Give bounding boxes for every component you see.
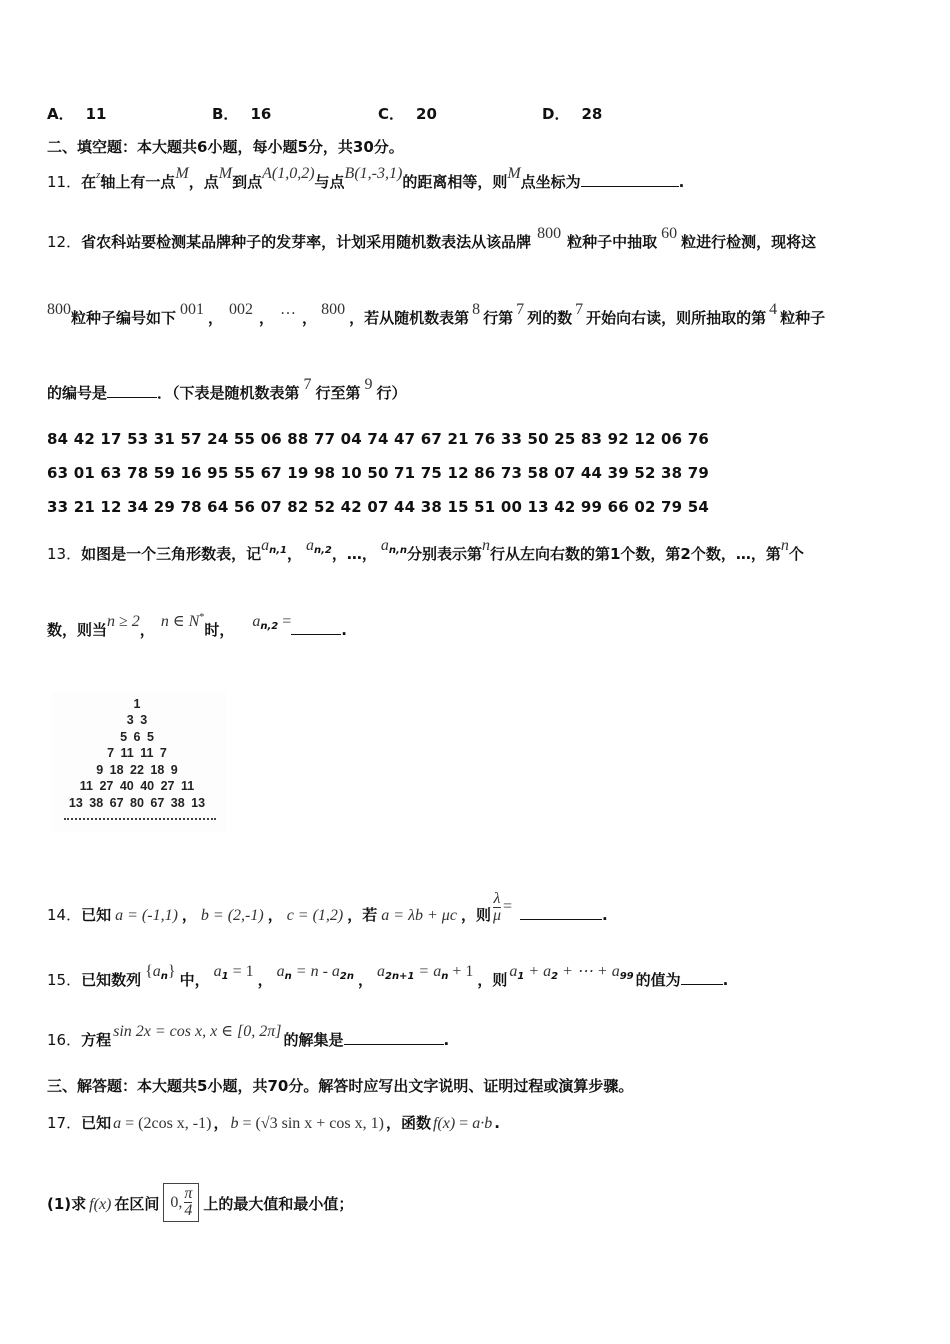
q12-text: 粒进行检测，现将这 [681, 233, 817, 251]
q17-text: ，函数 [385, 1114, 431, 1132]
q13-math-a-n1: $a_{n,1}$ [261, 537, 287, 556]
q11-text: ，点 [188, 173, 219, 191]
q13-text: 个 [788, 545, 804, 563]
q14-math-equals: = [502, 898, 513, 915]
q12-text: 行至第 [315, 384, 361, 402]
question-17 [47, 1113, 910, 1134]
q14-math-a: a = (-1,1) [115, 907, 178, 924]
q13-text: 行从左向右数的第1个数，第2个数，…，第 [489, 545, 781, 563]
q11-number: 11． [47, 173, 82, 191]
q13-math-naturals: n ∈ N* [160, 612, 205, 630]
q11-text: 与点 [314, 173, 345, 191]
q16-text: 的解集是 [283, 1031, 344, 1049]
q15-text: 中， [179, 971, 210, 989]
choice-b[interactable]: B． 16 [212, 105, 272, 123]
q11-text: . [678, 173, 685, 191]
q13-math-condition: n ≥ 2 [107, 613, 140, 630]
q15-math-a1: $a_1 = 1$ [213, 963, 254, 982]
q12-text: ，若从随机数表第 [349, 309, 470, 327]
q14-math-c: c = (1,2) [286, 907, 344, 924]
q12-text: 的编号是 [47, 384, 108, 402]
q15-text: ， [257, 971, 273, 989]
q13-text: ， [287, 545, 303, 563]
q12-answer-blank[interactable] [107, 383, 157, 398]
question-12-line2 [47, 301, 910, 329]
question-11 [47, 165, 910, 194]
triangle-row: 13 38 67 80 67 38 13 [68, 796, 206, 810]
q11-math-m: M [218, 165, 233, 182]
q13-text: ，…， [331, 545, 377, 563]
q14-text: ，则 [460, 906, 491, 924]
q15-text: . [722, 971, 729, 989]
q15-math-sum: $a_1 + a_2$ + ⋯ + $a_{99}$ [509, 963, 634, 982]
q16-text: 方程 [81, 1031, 112, 1049]
q12-math: 9 [364, 376, 373, 393]
q11-math-point-b: B(1,-3,1) [344, 165, 403, 182]
q12-text: ， [259, 309, 275, 327]
q15-math-sequence: $\{a_n\}$ [145, 963, 176, 982]
random-table-row-9: 33 21 12 34 29 78 64 56 07 82 52 42 07 44 38 15 51 00 13 42 99 66 02 79 54 [47, 498, 709, 516]
q15-math-an: $a_n = n - a_{2n}$ [276, 963, 354, 982]
q15-number: 15． [47, 971, 82, 989]
triangle-row: 7 11 11 7 [107, 746, 167, 760]
q12-math: 7 [516, 301, 525, 318]
q17-part-text: 上的最大值和最小值； [203, 1195, 354, 1213]
q12-text: ， [208, 309, 224, 327]
q11-text: 的距离相等，则 [402, 173, 508, 191]
q14-text: ， [181, 906, 197, 924]
q13-text: ， [139, 621, 155, 639]
q13-math-n: n [780, 537, 789, 554]
q11-text: 到点 [232, 173, 263, 191]
q17-number: 17． [47, 1114, 82, 1132]
section3-heading [47, 1076, 910, 1096]
q17-math-function: f(x) = a·b [432, 1115, 493, 1132]
q14-text: ， [267, 906, 283, 924]
section2-heading-text: 二、填空题：本大题共6小题，每小题5分，共30分。 [47, 138, 404, 156]
q14-number: 14． [47, 906, 82, 924]
q12-math: … [280, 301, 297, 318]
q15-text: ，则 [477, 971, 508, 989]
q17-text: 已知 [81, 1114, 112, 1132]
random-table-row-8: 63 01 63 78 59 16 95 55 67 19 98 10 50 71 75 12 86 73 58 07 44 39 52 38 79 [47, 464, 709, 482]
q14-text: 已知 [81, 906, 112, 924]
q12-text: 列的数 [527, 309, 573, 327]
question-15 [47, 963, 910, 993]
q12-text: 粒种子中抽取 [567, 233, 658, 251]
q12-math: 7 [303, 376, 312, 393]
choice-a[interactable]: A． 11 [47, 105, 107, 123]
q11-math-point-a: A(1,0,2) [262, 165, 315, 182]
q12-math: 002 [229, 301, 254, 318]
q12-math: 7 [575, 301, 584, 318]
section2-heading [47, 137, 910, 157]
q13-math-result: $a_{n,2}$ = [252, 613, 292, 632]
q17-part-math-f: f(x) [89, 1196, 112, 1213]
q14-text: ，若 [347, 906, 378, 924]
q17-math-vector-b: b = (√3 sin x + cos x, 1) [230, 1115, 384, 1132]
q13-text: 如图是一个三角形数表，记 [81, 545, 262, 563]
q13-text: 分别表示第 [406, 545, 482, 563]
q11-answer-blank[interactable] [581, 172, 679, 187]
q15-math-a2n1: $a_{2n+1} = a_n + 1$ [376, 963, 474, 982]
q12-text: ．（下表是随机数表第 [157, 384, 300, 402]
q13-math-a-n2: $a_{n,2}$ [306, 537, 332, 556]
q14-math-combination: a = λb + μc [381, 907, 457, 924]
q14-text: . [602, 906, 608, 924]
triangle-continuation-dots [64, 818, 216, 820]
section3-heading-text: 三、解答题：本大题共5小题，共70分。解答时应写出文字说明、证明过程或演算步骤。 [47, 1077, 634, 1095]
q14-math-b: b = (2,-1) [200, 907, 264, 924]
q13-answer-blank[interactable] [291, 620, 341, 635]
q13-text: . [341, 621, 347, 639]
q13-math-n: n [481, 537, 490, 554]
q17-part-interval: 0, $\frac{\pi}{4}$ [163, 1183, 199, 1222]
q11-text: 轴上有一点 [100, 173, 176, 191]
question-17-part-1 [47, 1185, 910, 1224]
triangle-row: 3 3 [126, 713, 148, 727]
q11-math-z: z [96, 169, 101, 181]
q12-math: 60 [661, 225, 678, 242]
q17-text: ， [213, 1114, 229, 1132]
q17-part-text: 在区间 [114, 1195, 160, 1213]
triangle-row: 9 18 22 18 9 [96, 763, 178, 777]
q12-math: 4 [769, 301, 778, 318]
q12-text: 粒种子编号如下 [71, 309, 177, 327]
q12-text: 开始向右读，则所抽取的第 [586, 309, 767, 327]
q11-math-m: M [507, 165, 521, 182]
q12-text: ， [302, 309, 318, 327]
q16-math-equation: sin 2x = cos x, x ∈ [0, 2π] [113, 1023, 282, 1040]
q15-text: 已知数列 [81, 971, 142, 989]
q15-answer-blank[interactable] [681, 970, 723, 985]
q11-text: 在 [81, 173, 97, 191]
q12-text: 行） [376, 384, 407, 402]
q14-answer-blank[interactable] [520, 905, 602, 920]
random-table-row-7: 84 42 17 53 31 57 24 55 06 88 77 04 74 47 67 21 76 33 50 25 83 92 12 06 76 [47, 430, 709, 448]
q12-math: 800 [321, 301, 346, 318]
q12-math: 001 [180, 301, 205, 318]
choice-d[interactable]: D． 28 [542, 105, 603, 123]
triangle-figure [52, 693, 227, 833]
q13-text: 时， [204, 621, 235, 639]
question-13-line2 [47, 612, 910, 643]
choice-c[interactable]: C． 20 [378, 105, 437, 123]
question-16 [47, 1023, 910, 1051]
q13-number: 13． [47, 545, 82, 563]
q17-math-vector-a: a = (2cos x, -1) [113, 1115, 212, 1132]
triangle-row: 11 27 40 40 27 11 [79, 779, 195, 793]
triangle-row: 1 [133, 697, 141, 711]
q12-text: 粒种子 [780, 309, 826, 327]
q14-fraction: $\frac{\lambda}{\mu}$ [492, 890, 501, 924]
q12-number: 12． [47, 233, 82, 251]
question-14 [47, 890, 910, 932]
q16-text: . [443, 1031, 450, 1049]
question-12-line3 [47, 376, 910, 404]
q16-number: 16． [47, 1031, 82, 1049]
q12-text: 省农科站要检测某品牌种子的发芽率，计划采用随机数表法从该品牌 [81, 233, 532, 251]
q15-text: 的值为 [635, 971, 681, 989]
q12-text: 行第 [483, 309, 514, 327]
q17-text: . [494, 1114, 500, 1132]
q13-math-a-nn: $a_{n,n}$ [380, 537, 407, 556]
q15-text: ， [357, 971, 373, 989]
q17-part-text: 求 [71, 1195, 87, 1213]
q17-part-label: (1) [47, 1195, 72, 1213]
q12-math: 8 [472, 301, 481, 318]
q12-math: 800 [47, 301, 71, 318]
q16-answer-blank[interactable] [344, 1030, 444, 1045]
triangle-row: 5 6 5 [120, 730, 154, 744]
q13-text: 数，则当 [47, 621, 108, 639]
q11-math-m: M [175, 165, 189, 182]
question-13-line1 [47, 537, 910, 567]
q11-text: 点坐标为 [520, 173, 581, 191]
question-12-line1 [47, 225, 910, 253]
q12-math: 800 [537, 225, 562, 242]
